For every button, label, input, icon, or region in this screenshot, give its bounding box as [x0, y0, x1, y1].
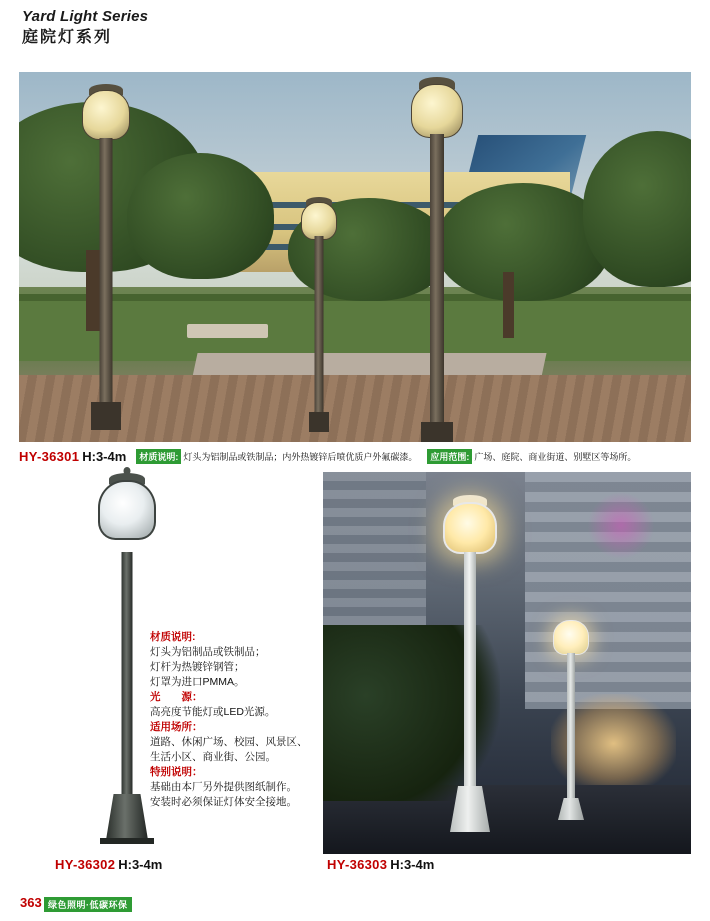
- spec-special-line: 基础由本厂另外提供图纸制作。: [150, 781, 297, 793]
- product-photo-hy36301: [19, 72, 691, 442]
- lamp-head: [98, 480, 156, 540]
- page-header: [22, 8, 422, 48]
- lamp-illustration-hy36302: [97, 480, 157, 840]
- lamp-base: [421, 422, 453, 442]
- material-tag: 材质说明:: [136, 449, 181, 464]
- photo-bench: [187, 324, 268, 339]
- usage-tag: 应用范围:: [427, 449, 472, 464]
- lamp-pole: [567, 653, 575, 803]
- lamp-pole: [464, 552, 476, 788]
- lamp-secondary-hy36303: [545, 620, 597, 820]
- lamp-head: [443, 502, 497, 554]
- spec-special-line: 安装时必须保证灯体安全接地。: [150, 796, 297, 808]
- spec-material-heading: 材质说明:: [150, 631, 196, 643]
- photo-tree: [127, 153, 275, 279]
- spec-place-line: 生活小区、商业街、公园。: [150, 751, 276, 763]
- lamp-base: [106, 794, 148, 840]
- spec-light-heading: 光 源：: [150, 691, 203, 703]
- spec-material-line: 灯罩为进口PMMA。: [150, 676, 245, 688]
- photo-lamp-near-left: [71, 90, 141, 430]
- lamp-base: [558, 798, 584, 820]
- photo-building-tower-left: [323, 472, 426, 625]
- lamp-base: [309, 412, 329, 432]
- photo-lamp-near-right: [399, 84, 475, 442]
- page-title-cn: 庭院灯系列: [22, 29, 113, 46]
- model-code: HY-36302: [55, 857, 116, 872]
- specifications-block: [150, 630, 320, 810]
- material-text: 灯头为铝制品或铁制品；内外热镀锌后喷优质户外氟碳漆。: [183, 452, 418, 463]
- page-title-en: Yard Light Series: [22, 8, 149, 25]
- lamp-base: [91, 402, 121, 430]
- spec-special-heading: 特别说明：: [150, 766, 203, 778]
- lamp-pole: [315, 236, 324, 432]
- photo-tree-trunk: [503, 272, 514, 339]
- model-size: H:3-4m: [390, 857, 435, 872]
- caption-hy36301: [19, 448, 699, 466]
- lamp-pole: [100, 138, 113, 430]
- model-code: HY-36301: [19, 449, 80, 464]
- spec-material-line: 灯杆为热镀锌钢管；: [150, 661, 245, 673]
- lamp-head: [553, 620, 589, 655]
- model-size: H:3-4m: [118, 857, 163, 872]
- page-number: 363: [20, 895, 42, 910]
- model-code: HY-36303: [327, 857, 388, 872]
- lamp-head: [301, 202, 337, 240]
- usage-text: 广场、庭院、商业街道、别墅区等场所。: [474, 452, 637, 463]
- lamp-pole: [122, 552, 133, 802]
- page-footer: [0, 893, 710, 921]
- spec-material-line: 灯头为铝制品或铁制品；: [150, 646, 266, 658]
- lamp-pole: [430, 134, 444, 442]
- photo-light-flare: [588, 491, 654, 560]
- lamp-foot: [100, 838, 154, 844]
- spec-place-heading: 适用场所：: [150, 721, 203, 733]
- lamp-head: [411, 84, 463, 138]
- product-photo-hy36303: [323, 472, 691, 854]
- lamp-head: [82, 90, 130, 140]
- lamp-primary-hy36303: [435, 502, 505, 832]
- footer-tagline: 绿色照明·低碳环保: [44, 897, 132, 912]
- photo-lamp-middle: [292, 202, 346, 432]
- spec-place-line: 道路、休闲广场、校园、风景区、: [150, 736, 308, 748]
- spec-light-line: 高亮度节能灯或LED光源。: [150, 706, 276, 718]
- caption-hy36303: [327, 856, 434, 874]
- lamp-base: [450, 786, 490, 832]
- model-size: H:3-4m: [82, 449, 127, 464]
- caption-hy36302: [55, 856, 162, 874]
